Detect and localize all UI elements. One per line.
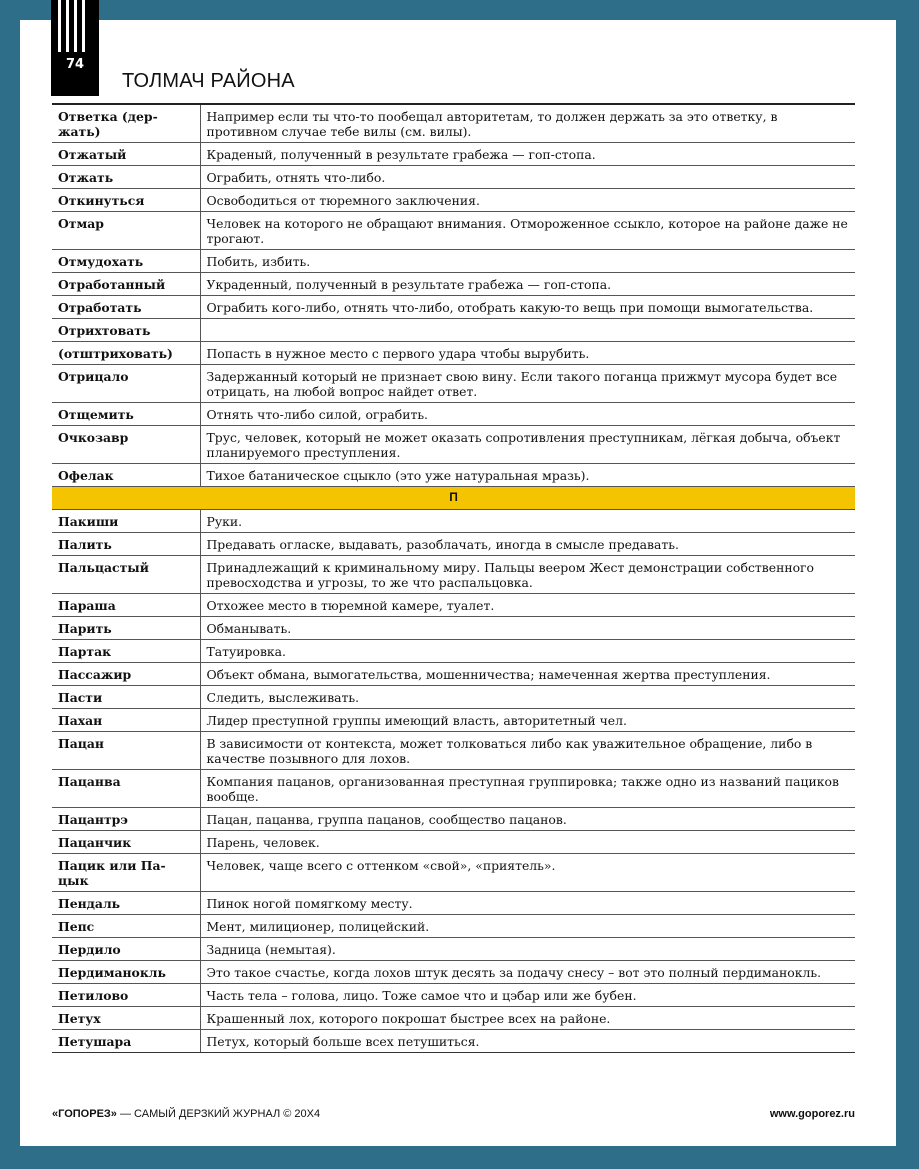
glossary-definition: Краденый, полученный в результате грабежа — гоп-стопа. [200,143,855,166]
glossary-term: Пердиманокль [52,961,200,984]
glossary-term: Пальцастый [52,556,200,594]
glossary-row [52,464,855,487]
glossary-definition: Объект обмана, вымогательства, мошенничества; намеченная жертва преступления. [200,663,855,686]
glossary-row [52,686,855,709]
glossary-row [52,915,855,938]
glossary-term: Отработать [52,296,200,319]
footer-brand: «ГОПОРЕЗ» [52,1108,117,1120]
glossary-term: Пахан [52,709,200,732]
glossary-row [52,104,855,143]
glossary-definition: Освободиться от тюремного заключения. [200,189,855,212]
glossary-row [52,984,855,1007]
glossary-definition: Принадлежащий к криминальному миру. Пальцы веером Жест демонстрации собственного превосходства и угрозы, то же что распальцовка. [200,556,855,594]
glossary-term: Откинуться [52,189,200,212]
glossary-term: Пердило [52,938,200,961]
glossary-term: Пакиши [52,510,200,533]
glossary-row [52,961,855,984]
glossary-row [52,938,855,961]
page-number-tab [51,0,99,96]
glossary-definition: Задержанный который не признает свою вину. Если такого поганца прижмут мусора будет все отрицать, на любой вопрос найдет ответ. [200,365,855,403]
glossary-term: Параша [52,594,200,617]
glossary-definition: Мент, милиционер, полицейский. [200,915,855,938]
glossary-row [52,189,855,212]
footer-tagline: — САМЫЙ ДЕРЗКИЙ ЖУРНАЛ © 20X4 [116,1108,321,1120]
glossary-row [52,854,855,892]
glossary-definition: Украденный, полученный в результате грабежа — гоп-стопа. [200,273,855,296]
glossary-definition: Побить, избить. [200,250,855,273]
glossary-definition: Пацан, пацанва, группа пацанов, сообщество пацанов. [200,808,855,831]
glossary-definition: Тихое батаническое сцыкло (это уже натуральная мразь). [200,464,855,487]
glossary-definition: Крашенный лох, которого покрошат быстрее всех на районе. [200,1007,855,1030]
glossary-row [52,831,855,854]
glossary-definition: Петух, который больше всех петушиться. [200,1030,855,1053]
glossary-term: Пацан [52,732,200,770]
glossary-row [52,250,855,273]
glossary-term: Пацантрэ [52,808,200,831]
glossary-term: Пендаль [52,892,200,915]
footer-copyright [52,1108,320,1120]
glossary-row [52,1007,855,1030]
glossary-row [52,143,855,166]
glossary-definition: Ограбить кого-либо, отнять что-либо, отобрать какую-то вещь при помощи вымогательства. [200,296,855,319]
page-title: ТОЛМАЧ РАЙОНА [122,70,295,92]
glossary-definition [200,319,855,342]
glossary-definition: Задница (немытая). [200,938,855,961]
glossary-term: Пассажир [52,663,200,686]
glossary-row [52,403,855,426]
glossary-term: Петушара [52,1030,200,1053]
glossary-definition: Отнять что-либо силой, ограбить. [200,403,855,426]
glossary-row [52,426,855,464]
glossary-row [52,533,855,556]
glossary-term: Очкозавр [52,426,200,464]
glossary-term: Парить [52,617,200,640]
glossary-row [52,556,855,594]
glossary-row [52,166,855,189]
glossary-term: Отжатый [52,143,200,166]
page-number: 74 [65,57,85,72]
glossary-term: Пасти [52,686,200,709]
glossary-term: (отштриховать) [52,342,200,365]
glossary-row [52,617,855,640]
decorative-stripe [74,0,77,52]
glossary-definition: Часть тела – голова, лицо. Тоже самое что и цэбар или же бубен. [200,984,855,1007]
glossary-term: Отмудохать [52,250,200,273]
glossary-term: Пепс [52,915,200,938]
glossary-definition: Следить, выслеживать. [200,686,855,709]
glossary-term: Петилово [52,984,200,1007]
glossary-row [52,1030,855,1053]
glossary-row [52,732,855,770]
glossary-definition: Например если ты что-то пообещал авторитетам, то должен держать за это ответку, в противном случае тебе вилы (см. вилы). [200,104,855,143]
glossary-term: Пацик или Па-цык [52,854,200,892]
decorative-stripe [66,0,69,52]
glossary-definition: Татуировка. [200,640,855,663]
glossary-term: Отмар [52,212,200,250]
glossary-term: Пацанчик [52,831,200,854]
glossary-definition: Обманывать. [200,617,855,640]
glossary-definition: Ограбить, отнять что-либо. [200,166,855,189]
glossary-term: Отжать [52,166,200,189]
glossary-term: Палить [52,533,200,556]
decorative-stripe [58,0,61,52]
section-letter: П [52,487,855,510]
glossary-definition: Человек, чаще всего с оттенком «свой», «приятель». [200,854,855,892]
glossary-definition: Трус, человек, который не может оказать сопротивления преступникам, лёгкая добыча, объект планируемого преступления. [200,426,855,464]
glossary-definition: В зависимости от контекста, может толковаться либо как уважительное обращение, либо в качестве позывного для лохов. [200,732,855,770]
glossary-row [52,319,855,342]
glossary-row [52,212,855,250]
glossary-row [52,770,855,808]
glossary-row [52,510,855,533]
glossary-row [52,709,855,732]
glossary-row [52,892,855,915]
glossary-row [52,640,855,663]
glossary-definition: Человек на которого не обращают внимания. Отмороженное ссыкло, которое на районе даже не трогают. [200,212,855,250]
glossary-table [52,103,855,1053]
glossary-definition: Это такое счастье, когда лохов штук десять за подачу снесу – вот это полный пердиманокль. [200,961,855,984]
glossary-term: Отщемить [52,403,200,426]
glossary-term: Пацанва [52,770,200,808]
glossary-term: Отрицало [52,365,200,403]
glossary-term: Отработанный [52,273,200,296]
glossary-row [52,808,855,831]
footer-url[interactable]: www.goporez.ru [769,1108,855,1120]
glossary-definition: Лидер преступной группы имеющий власть, авторитетный чел. [200,709,855,732]
glossary-row [52,594,855,617]
glossary-term: Офелак [52,464,200,487]
glossary-term: Ответка (дер-жать) [52,104,200,143]
glossary-definition: Пинок ногой помягкому месту. [200,892,855,915]
glossary-definition: Попасть в нужное место с первого удара чтобы вырубить. [200,342,855,365]
glossary-definition: Руки. [200,510,855,533]
glossary-term: Отрихтовать [52,319,200,342]
glossary-definition: Парень, человек. [200,831,855,854]
glossary-row [52,273,855,296]
glossary-row [52,663,855,686]
glossary-row [52,296,855,319]
glossary-row [52,342,855,365]
glossary-term: Петух [52,1007,200,1030]
section-header-row [52,487,855,510]
glossary-definition: Предавать огласке, выдавать, разоблачать, иногда в смысле предавать. [200,533,855,556]
glossary-term: Партак [52,640,200,663]
decorative-stripe [82,0,85,52]
glossary-definition: Отхожее место в тюремной камере, туалет. [200,594,855,617]
glossary-row [52,365,855,403]
glossary-definition: Компания пацанов, организованная преступная группировка; также одно из названий пациков вообще. [200,770,855,808]
